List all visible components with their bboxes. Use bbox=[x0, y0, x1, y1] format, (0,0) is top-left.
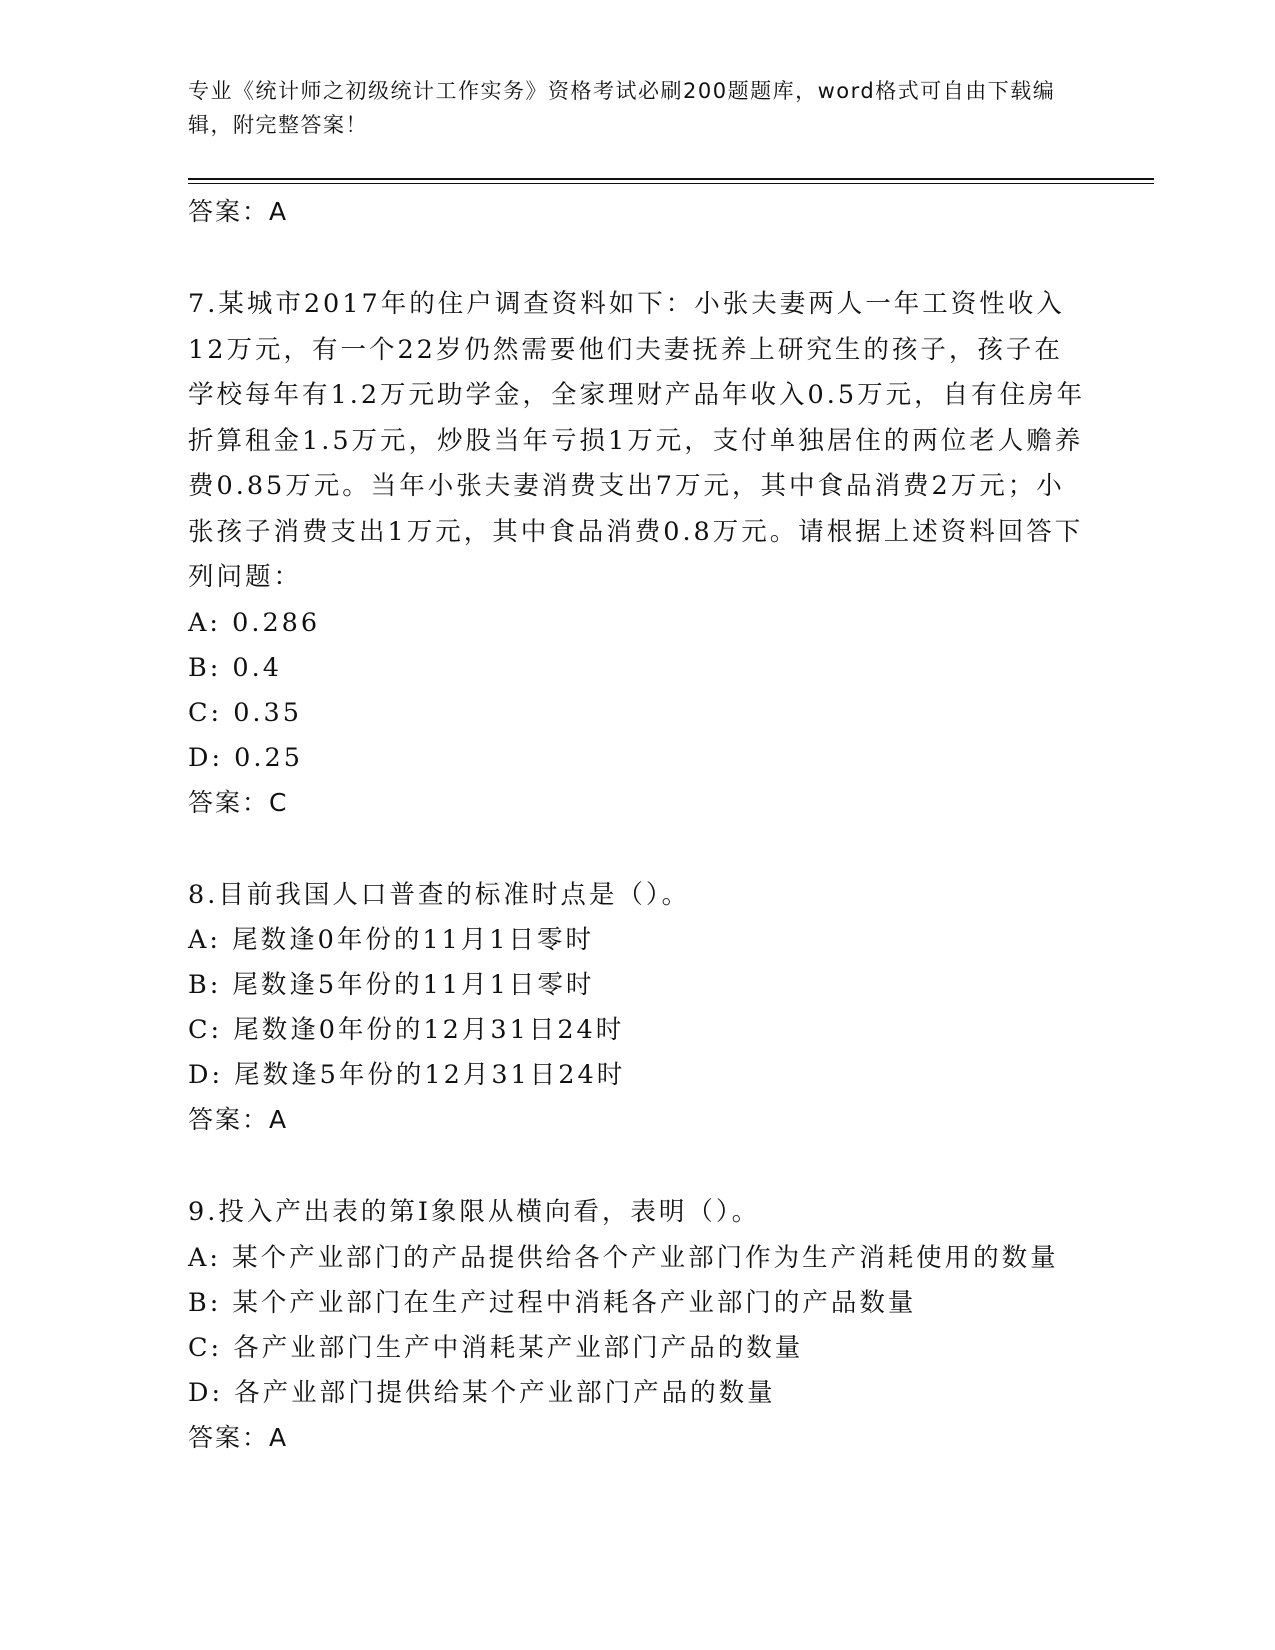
question-answer: 答案：A bbox=[188, 1105, 289, 1134]
option-d: D: 各产业部门提供给某个产业部门产品的数量 bbox=[188, 1377, 776, 1408]
option-a: A: 0.286 bbox=[188, 607, 321, 638]
spacer bbox=[188, 825, 1088, 873]
question-answer: 答案：C bbox=[188, 787, 289, 817]
option-c: C: 尾数逢0年份的12月31日24时 bbox=[188, 1015, 625, 1045]
option-b: B: 0.4 bbox=[188, 652, 282, 683]
option-d: D: 尾数逢5年份的12月31日24时 bbox=[188, 1060, 626, 1090]
previous-answer: 答案：A bbox=[188, 197, 289, 226]
header-divider-thick bbox=[188, 178, 1154, 180]
question-stem: 9.投入产出表的第I象限从横向看，表明（）。 bbox=[188, 1197, 761, 1227]
questions-content bbox=[188, 190, 1088, 1460]
option-a: A: 尾数逢0年份的11月1日零时 bbox=[188, 925, 595, 955]
option-c: C: 0.35 bbox=[188, 697, 302, 728]
question-stem: 7.某城市2017年的住户调查资料如下：小张夫妻两人一年工资性收入12万元，有一个22岁仍然需要他们夫妻抚养上研究生的孩子，孩子在学校每年有1.2万元助学金，全家理财产品年收入0.5万元，自有住房年折算租金1.5万元，炒股当年亏损1万元，支付单独居住的两位老人赡养费0.85万元。当年小张夫妻消费支出7万元，其中食品消费2万元；小张孩子消费支出1万元，其中食品消费0.8万元。请根据上述资料回答下列问题： bbox=[188, 289, 1086, 592]
question-stem: 8.目前我国人口普查的标准时点是（）。 bbox=[188, 879, 691, 910]
spacer bbox=[188, 234, 1088, 282]
option-b: B: 尾数逢5年份的11月1日零时 bbox=[188, 970, 595, 1000]
question-8 bbox=[188, 873, 1088, 1143]
option-c: C: 各产业部门生产中消耗某产业部门产品的数量 bbox=[188, 1332, 804, 1363]
option-a: A: 某个产业部门的产品提供给各个产业部门作为生产消耗使用的数量 bbox=[188, 1242, 1059, 1273]
option-b: B: 某个产业部门在生产过程中消耗各产业部门的产品数量 bbox=[188, 1287, 917, 1318]
question-7 bbox=[188, 282, 1088, 825]
option-d: D: 0.25 bbox=[188, 742, 303, 773]
page-header: 专业《统计师之初级统计工作实务》资格考试必刷200题题库，word格式可自由下载编辑，附完整答案！ bbox=[188, 79, 1056, 137]
spacer bbox=[188, 1142, 1088, 1190]
question-9 bbox=[188, 1190, 1088, 1460]
question-answer: 答案：A bbox=[188, 1422, 289, 1452]
header-divider-thin bbox=[188, 183, 1154, 184]
